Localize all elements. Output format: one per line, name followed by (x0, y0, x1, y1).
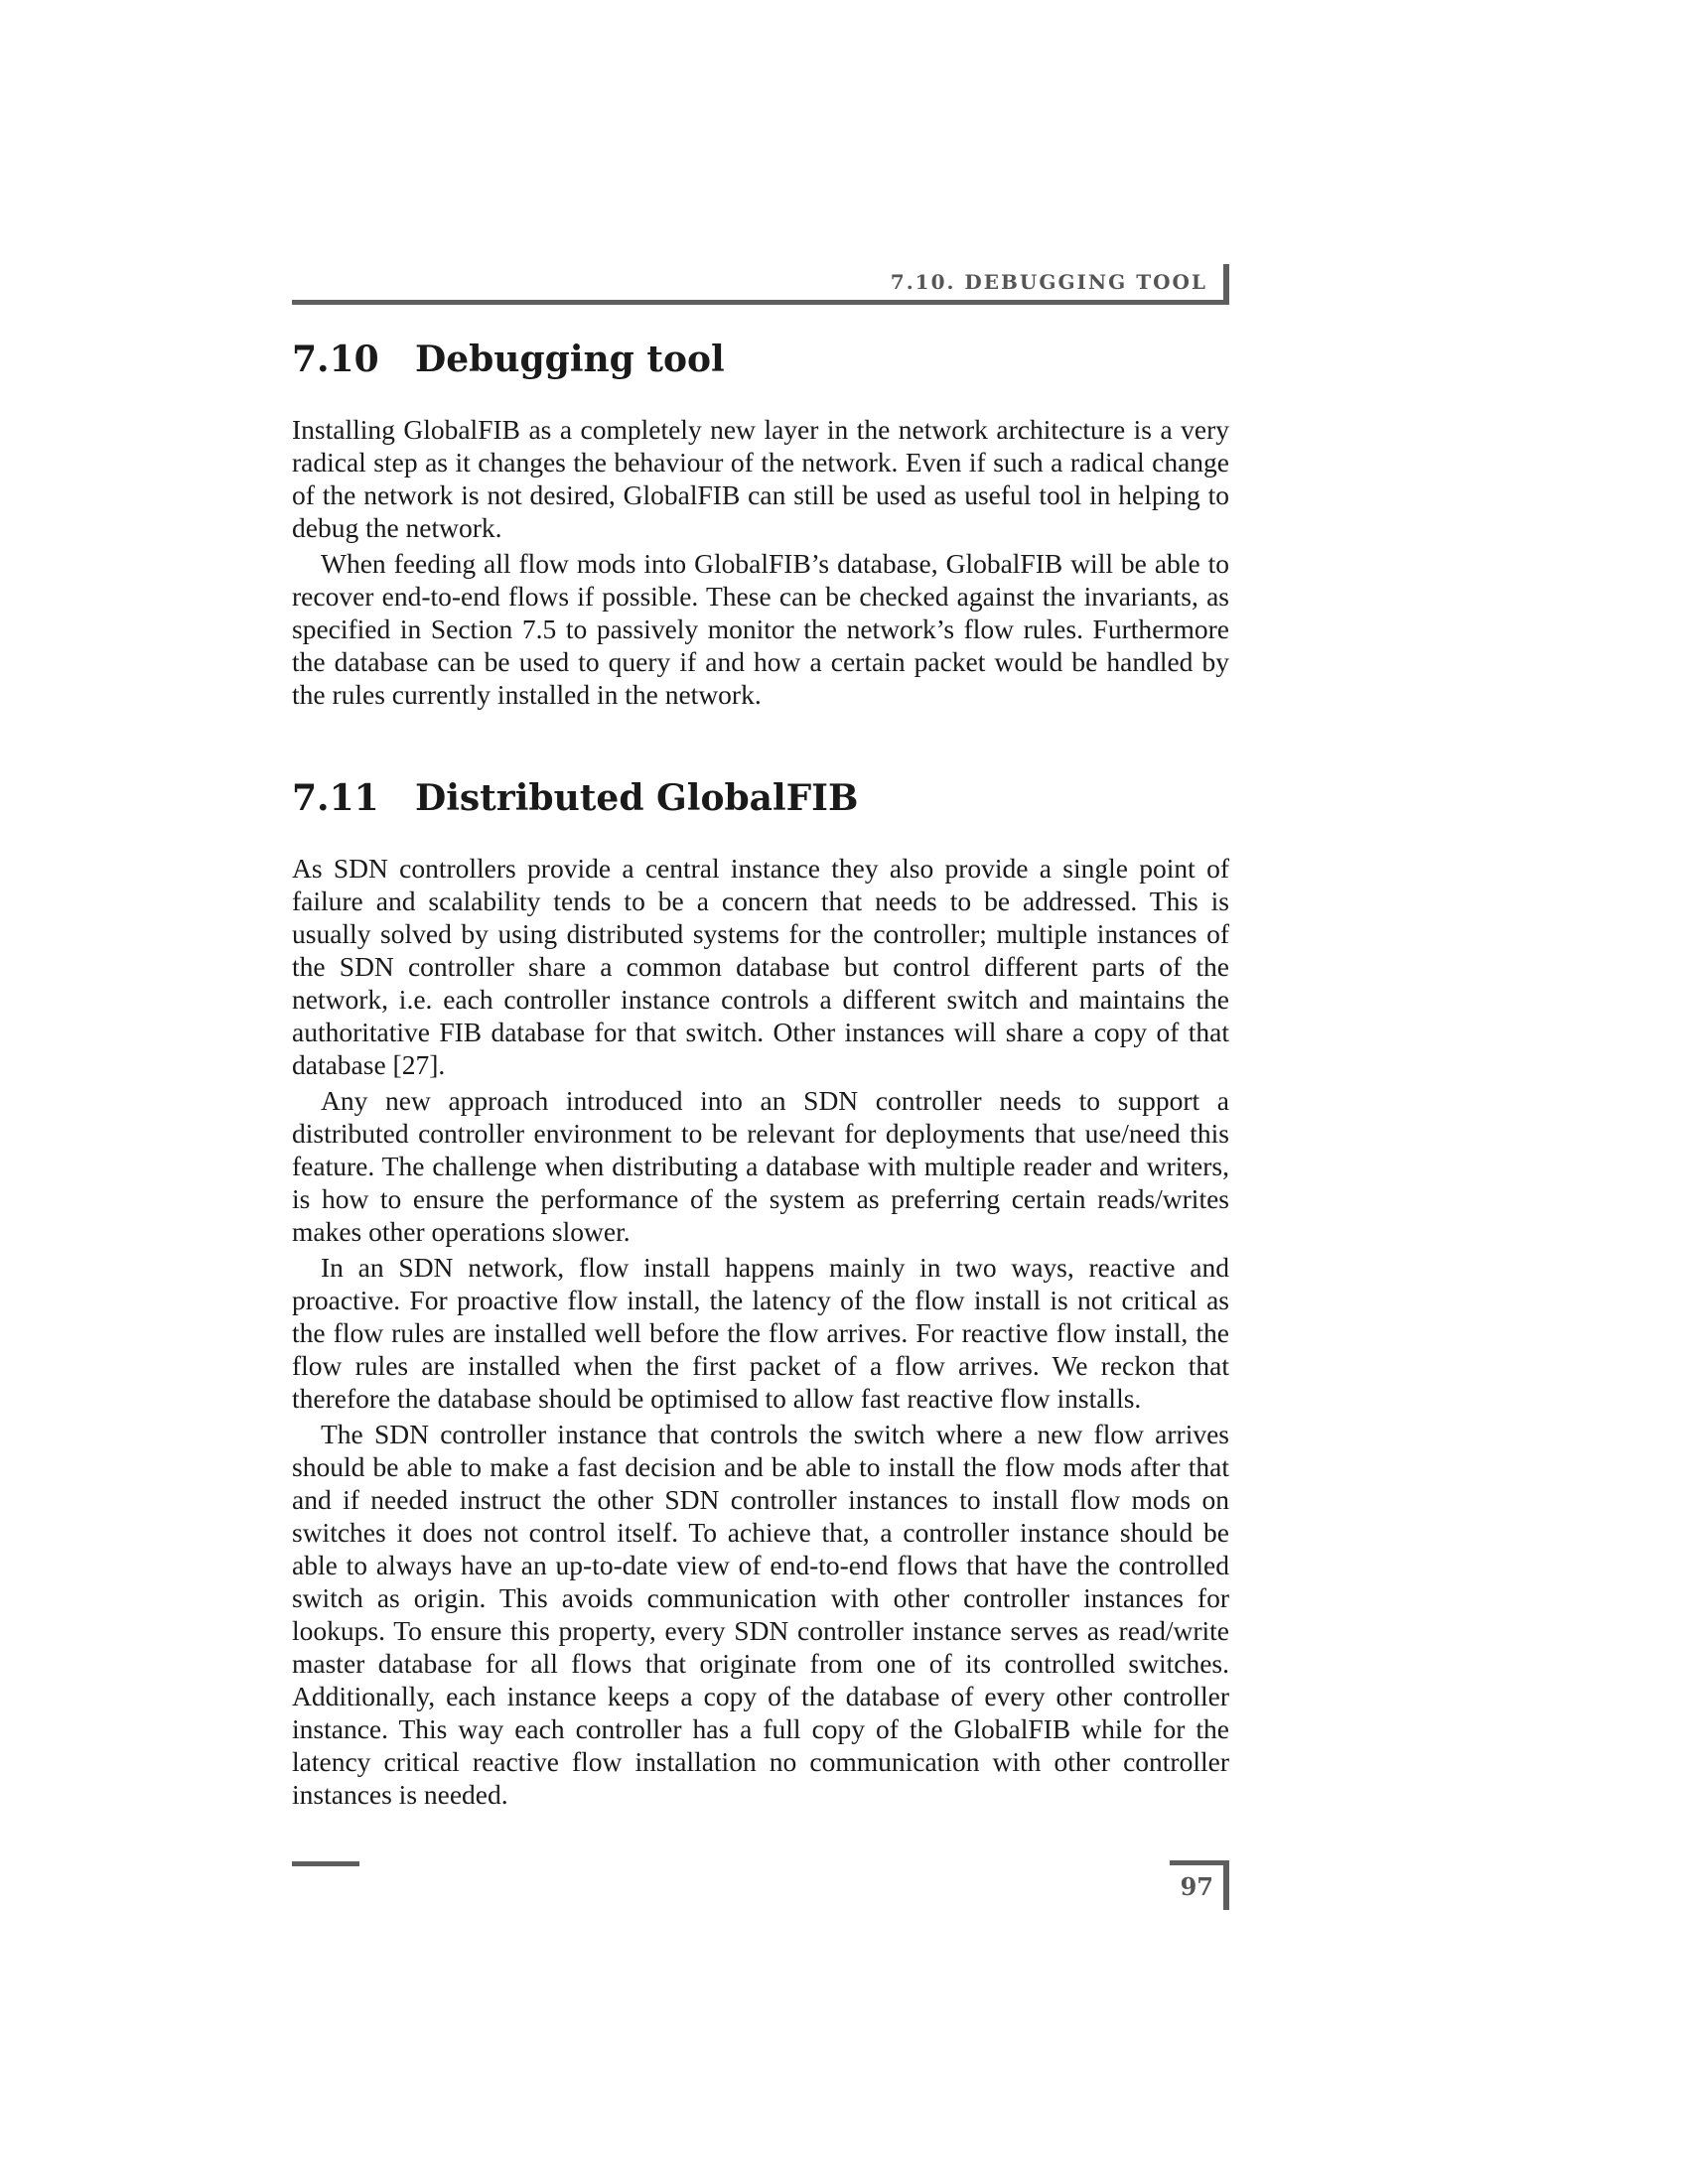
folio-rule (1170, 1860, 1229, 1865)
folio-side-bar (1223, 1860, 1229, 1910)
section-heading (292, 766, 1229, 830)
paragraph: In an SDN network, flow install happens mainly in two ways, reactive and proactive. For proactive flow install, the latency of the flow install is not critical as the flow rules are installed well before the flow arrives. For reactive flow install, the flow rules are installed when the first packet of a flow arrives. We reckon that therefore the database should be optimised to allow fast reactive flow installs. (292, 1252, 1229, 1414)
paragraph: When feeding all flow mods into GlobalFIB’s database, GlobalFIB will be able to recover end-to-end flows if possible. These can be checked against the invariants, as specified in Section 7.5 to passively monitor the network’s flow rules. Furthermore the database can be used to query if and how a certain packet would be handled by the rules currently installed in the network. (292, 548, 1229, 710)
running-head-title: 7.10. DEBUGGING TOOL (890, 270, 1207, 294)
paragraph: As SDN controllers provide a central instance they also provide a single point of failure and scalability tends to be a concern that needs to be addressed. This is usually solved by using distributed systems for the controller; multiple instances of the SDN controller share a common database but control different parts of the network, i.e. each controller instance controls a different switch and maintains the authoritative FIB database for that switch. Other instances will share a copy of that database [27]. (292, 853, 1229, 1080)
section-number: 7.10 (292, 339, 379, 380)
page-body (292, 328, 1229, 1811)
section-title: Debugging tool (415, 339, 725, 380)
footer-rule (292, 1861, 359, 1866)
header-side-bar (1223, 264, 1229, 305)
section-debugging-tool (292, 328, 1229, 711)
section-heading (292, 328, 1229, 391)
page-number: 97 (1180, 1872, 1213, 1901)
section-body (292, 413, 1229, 711)
section-body (292, 852, 1229, 1811)
section-number: 7.11 (292, 777, 379, 819)
paragraph: Installing GlobalFIB as a completely new layer in the network architecture is a very radical step as it changes the behaviour of the network. Even if such a radical change of the network is not desired, GlobalFIB can still be used as useful tool in helping to debug the network. (292, 414, 1229, 543)
running-head (292, 264, 1229, 304)
section-distributed-globalfib (292, 766, 1229, 1811)
paragraph: The SDN controller instance that controls the switch where a new flow arrives should be able to make a fast decision and be able to install the flow mods after that and if needed instruct the other SDN controller instances to install flow mods on switches it does not control itself. To achieve that, a controller instance should be able to always have an up-to-date view of end-to-end flows that have the controlled switch as origin. This avoids communication with other controller instances for lookups. To ensure this property, every SDN controller instance serves as read/write master database for all flows that originate from one of its controlled switches. Additionally, each instance keeps a copy of the database of every other controller instance. This way each controller has a full copy of the GlobalFIB while for the latency critical reactive flow installation no communication with other controller instances is needed. (292, 1419, 1229, 1810)
page-folio (1170, 1860, 1229, 1910)
paragraph: Any new approach introduced into an SDN controller needs to support a distributed controller environment to be relevant for deployments that use/need this feature. The challenge when distributing a database with multiple reader and writers, is how to ensure the performance of the system as preferring certain reads/writes makes other operations slower. (292, 1085, 1229, 1247)
section-title: Distributed GlobalFIB (415, 777, 859, 819)
header-rule (292, 300, 1229, 305)
